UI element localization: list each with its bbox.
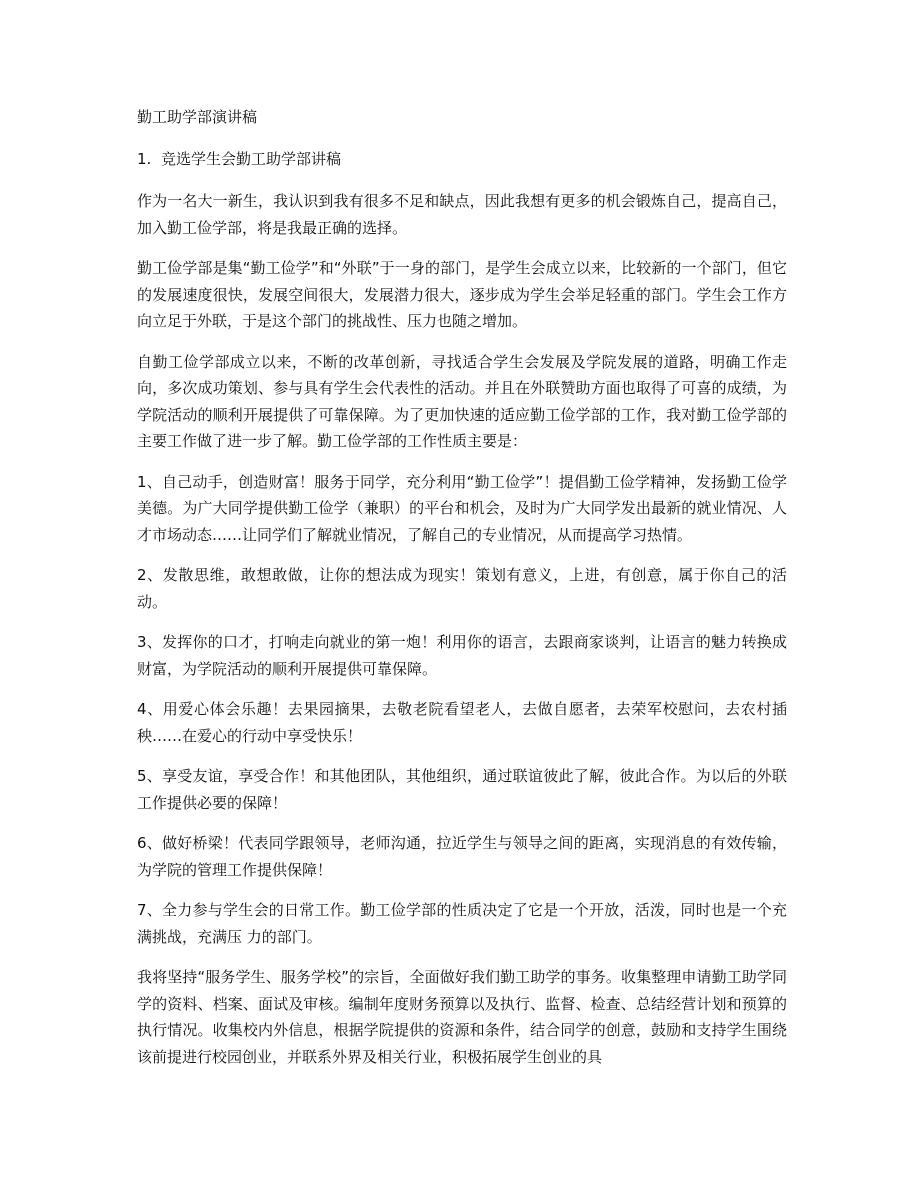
section-number: 1.: [137, 150, 152, 168]
paragraph: 2、发散思维，敢想敢做，让你的想法成为现实！策划有意义，上进，有创意，属于你自己的活动。: [137, 566, 787, 611]
paragraph: 6、做好桥梁！代表同学跟领导，老师沟通，拉近学生与领导之间的距离，实现消息的有效传输，为学院的管理工作提供保障！: [137, 834, 787, 879]
paragraph: 作为一名大一新生，我认识到我有很多不足和缺点，因此我想有更多的机会锻炼自己，提高自己，加入勤工俭学部，将是我最正确的选择。: [137, 192, 787, 237]
paragraph: 3、发挥你的口才，打响走向就业的第一炮！利用你的语言，去跟商家谈判，让语言的魅力转换成财富，为学院活动的顺利开展提供可靠保障。: [137, 633, 787, 678]
paragraph: 4、用爱心体会乐趣！去果园摘果，去敬老院看望老人，去做自愿者，去荣军校慰问，去农村插秧……在爱心的行动中享受快乐！: [137, 700, 787, 745]
paragraph: 勤工俭学部是集“勤工俭学”和“外联”于一身的部门，是学生会成立以来，比较新的一个部门，但它的发展速度很快，发展空间很大，发展潜力很大，逐步成为学生会举足轻重的部门。学生会工作方向立足于外联，于是这个部门的挑战性、压力也随之增加。: [137, 259, 787, 330]
paragraph: 自勤工俭学部成立以来，不断的改革创新，寻找适合学生会发展及学院发展的道路，明确工作走向，多次成功策划、参与具有学生会代表性的活动。并且在外联赞助方面也取得了可喜的成绩，为学院活动的顺利开展提供了可靠保障。为了更加快速的适应勤工俭学部的工作，我对勤工俭学部的主要工作做了进一步了解。勤工俭学部的工作性质主要是：: [137, 352, 787, 450]
section-heading: [137, 148, 341, 170]
section-title: 竞选学生会勤工助学部讲稿: [161, 150, 342, 168]
paragraph: 我将坚持“服务学生、服务学校”的宗旨，全面做好我们勤工助学的事务。收集整理申请勤工助学同学的资料、档案、面试及审核。编制年度财务预算以及执行、监督、检查、总结经营计划和预算的执行情况。收集校内外信息，根据学院提供的资源和条件，结合同学的创意，鼓励和支持学生围绕该前提进行校园创业，并联系外界及相关行业，积极拓展学生创业的具: [137, 968, 787, 1066]
paragraph: 1、自己动手，创造财富！服务于同学，充分利用“勤工俭学”！提倡勤工俭学精神，发扬勤工俭学美德。为广大同学提供勤工俭学（兼职）的平台和机会，及时为广大同学发出最新的就业情况、人才市场动态……让同学们了解就业情况，了解自己的专业情况，从而提高学习热情。: [137, 472, 787, 544]
document-body: [137, 188, 787, 1084]
paragraph: 7、全力参与学生会的日常工作。勤工俭学部的性质决定了它是一个开放，活泼，同时也是一个充满挑战，充满压 力的部门。: [137, 901, 787, 946]
document-title: 勤工助学部演讲稿: [137, 108, 258, 126]
paragraph: 5、享受友谊，享受合作！和其他团队，其他组织，通过联谊彼此了解，彼此合作。为以后的外联工作提供必要的保障！: [137, 767, 787, 812]
